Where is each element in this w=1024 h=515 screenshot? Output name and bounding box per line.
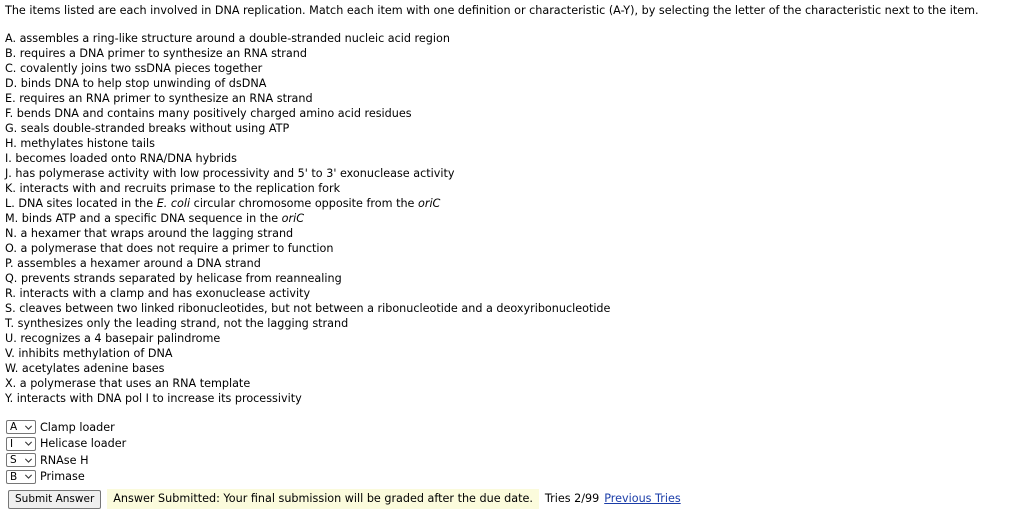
characteristic-item: V. inhibits methylation of DNA [5,347,173,360]
selected-letter: S [10,454,17,467]
characteristic-item: M. binds ATP and a specific DNA sequence in the oriC [5,212,305,225]
answer-row-helicase-loader [6,436,126,453]
instructions-text: The items listed are each involved in DNA replication. Match each item with one definition or characteristic (A-Y), by selecting the letter of the characteristic next to the item. [5,4,979,17]
submit-answer-button[interactable]: Submit Answer [8,490,101,509]
characteristic-item: F. bends DNA and contains many positively charged amino acid residues [5,107,412,120]
letter-select[interactable] [6,437,36,451]
characteristic-item: C. covalently joins two ssDNA pieces together [5,62,263,75]
characteristic-item: B. requires a DNA primer to synthesize an RNA strand [5,47,307,60]
item-label: Primase [40,470,85,484]
tries-counter: Tries 2/99 [544,492,600,505]
selected-letter: B [10,470,18,483]
previous-tries-link[interactable]: Previous Tries [604,492,681,505]
letter-select[interactable] [6,420,36,434]
characteristic-item: H. methylates histone tails [5,137,155,150]
chevron-down-icon [24,423,33,432]
characteristic-item: Q. prevents strands separated by helicase from reannealing [5,272,342,285]
answer-selects [6,419,126,485]
characteristic-item: W. acetylates adenine bases [5,362,165,375]
characteristic-item: Y. interacts with DNA pol I to increase its processivity [5,392,302,405]
chevron-down-icon [24,439,33,448]
submission-bar [8,488,681,510]
characteristic-item: S. cleaves between two linked ribonucleotides, but not between a ribonucleotide and a deoxyribonucleotide [5,302,611,315]
item-label: RNAse H [40,453,89,467]
answer-row-rnase-h [6,452,126,469]
letter-select[interactable] [6,470,36,484]
characteristic-item: I. becomes loaded onto RNA/DNA hybrids [5,152,237,165]
characteristic-item: D. binds DNA to help stop unwinding of dsDNA [5,77,267,90]
characteristic-item: O. a polymerase that does not require a primer to function [5,242,334,255]
characteristic-item: U. recognizes a 4 basepair palindrome [5,332,221,345]
item-label: Clamp loader [40,420,115,434]
chevron-down-icon [24,456,33,465]
characteristic-item: E. requires an RNA primer to synthesize an RNA strand [5,92,313,105]
selected-letter: A [10,421,18,434]
answer-row-clamp-loader [6,419,126,436]
characteristic-item: J. has polymerase activity with low processivity and 5' to 3' exonuclease activity [5,167,455,180]
characteristic-item: T. synthesizes only the leading strand, not the lagging strand [5,317,349,330]
characteristic-item: K. interacts with and recruits primase to the replication fork [5,182,341,195]
chevron-down-icon [24,472,33,481]
item-label: Helicase loader [40,437,127,451]
characteristic-item: P. assembles a hexamer around a DNA strand [5,257,261,270]
characteristics-list [5,31,610,406]
characteristic-item: G. seals double-stranded breaks without using ATP [5,122,290,135]
answer-row-primase [6,469,126,486]
submission-status-message: Answer Submitted: Your final submission will be graded after the due date. [107,489,539,509]
characteristic-item: R. interacts with a clamp and has exonuclease activity [5,287,311,300]
selected-letter: I [10,437,14,450]
characteristic-item: A. assembles a ring-like structure around a double-stranded nucleic acid region [5,32,450,45]
characteristic-item: X. a polymerase that uses an RNA template [5,377,251,390]
characteristic-item: L. DNA sites located in the E. coli circular chromosome opposite from the oriC [5,197,441,210]
letter-select[interactable] [6,453,36,467]
characteristic-item: N. a hexamer that wraps around the lagging strand [5,227,294,240]
